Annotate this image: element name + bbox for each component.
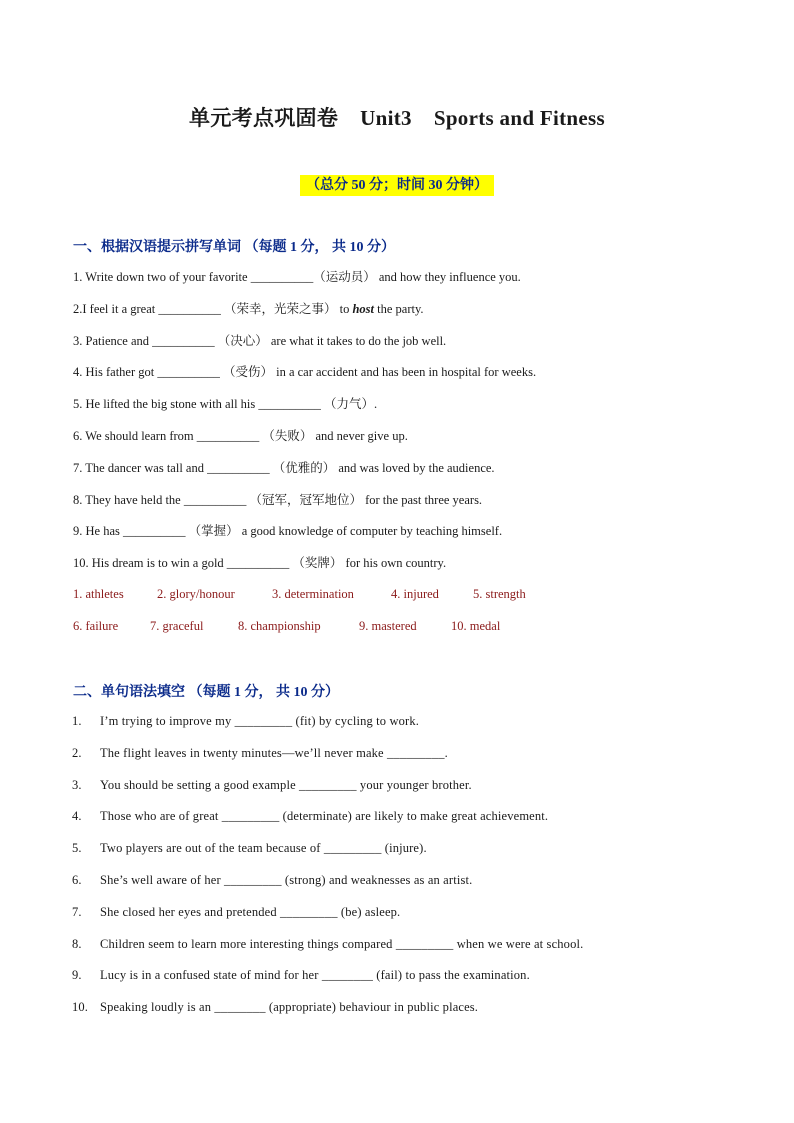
s1-question-2: 2.I feel it a great __________ （荣幸，光荣之事） to host the party.: [73, 302, 424, 316]
score-note: （总分 50 分；时间 30 分钟）: [300, 175, 494, 196]
s1-question-4: 4. His father got __________ （受伤） in a car accident and has been in hospital for weeks.: [73, 365, 537, 379]
section1-heading: 一、根据汉语提示拼写单词 （每题 1 分， 共 10 分）: [73, 240, 395, 255]
s1-question-6: 6. We should learn from __________ （失败） and never give up.: [73, 429, 408, 443]
s1-question-9: 9. He has __________ （掌握） a good knowledge of computer by teaching himself.: [73, 524, 503, 538]
title-main: 单元考点巩固卷: [189, 106, 339, 130]
s1-question-3: 3. Patience and __________ （决心） are what it takes to do the job well.: [73, 334, 447, 348]
answer-item: 5. strength: [473, 587, 526, 601]
answer-item: 7. graceful: [150, 619, 204, 633]
section2-heading: 二、单句语法填空 （每题 1 分， 共 10 分）: [73, 685, 339, 700]
s1-question-7: 7. The dancer was tall and __________ （优雅的） and was loved by the audience.: [73, 461, 495, 475]
answer-item: 6. failure: [73, 619, 119, 633]
title-topic: Sports and Fitness: [433, 106, 605, 130]
s1-question-1: 1. Write down two of your favorite __________（运动员） and how they influence you.: [73, 270, 521, 284]
answer-item: 1. athletes: [73, 587, 124, 601]
s1-question-8: 8. They have held the __________ （冠军，冠军地位） for the past three years.: [73, 493, 483, 507]
answer-item: 9. mastered: [359, 619, 417, 633]
s1-question-5: 5. He lifted the big stone with all his __________ （力气）.: [73, 397, 378, 411]
answer-item: 3. determination: [272, 587, 354, 601]
s1-question-10: 10. His dream is to win a gold __________ （奖牌） for his own country.: [73, 556, 447, 570]
hint-word: host: [352, 302, 375, 316]
title-unit: Unit3: [360, 106, 412, 130]
answer-item: 10. medal: [451, 619, 501, 633]
answer-item: 8. championship: [238, 619, 321, 633]
worksheet-page: 单元考点巩固卷 Unit3 Sports and Fitness （总分 50 分；时间 30 分钟） 一、根据汉语提示拼写单词 （每题 1 分， 共 10 分） 1. Write down two of your favorite __________（运动员） and how they influence you. 2.I feel it a great __________ （荣幸，光荣之事） to host the party. 3. Patience and __________ （决心） are what it takes to do the job well. 4. His father got __________ （受伤） in a car accident and has been in hospital for weeks. 5. He lifted the big stone with all his __________ （力气）. 6. We should learn from __________ （失败） and never give up. 7. The dancer was tall and __________ （优雅的） and was loved by the audience. 8. They have held the __________ （冠军，冠军地位） for the past three years. 9. He has __________ （掌握） a good knowledge of computer by teaching himself. 10. His dream is to win a gold __________ （奖牌） for his own country. 1. athletes 2. glory/honour 3. determination 4. injured 5. strength 6. failure 7. graceful 8. championship 9. mastered 10. medal 二、单句语法填空 （每题 1 分， 共 10 分） 1. I’m trying to improve my _________ (fit) by cycling to work. 2. The flight leaves in twenty minutes—we’ll never make _________. 3. You should be setting a good example _________ your younger brother. 4. Those who are of great _________ (determinate) are likely to make great achievement. 5. Two players are out of the team because of _________ (injure). 6. She’s well aware of her _________ (strong) and weaknesses as an artist. 7. She closed her eyes and pretended _________ (be) asleep. 8. Children seem to learn more interesting things compared _________ when we were at school. 9. Lucy is in a confused state of mind for her ________ (fail) to pass the examination. 10. Speaking loudly is an ________ (appropriate) behaviour in public places.: [0, 0, 794, 1123]
page-title: [0, 102, 794, 132]
answer-item: 2. glory/honour: [157, 587, 235, 601]
answer-item: 4. injured: [391, 587, 439, 601]
score-note-wrap: [0, 175, 794, 196]
